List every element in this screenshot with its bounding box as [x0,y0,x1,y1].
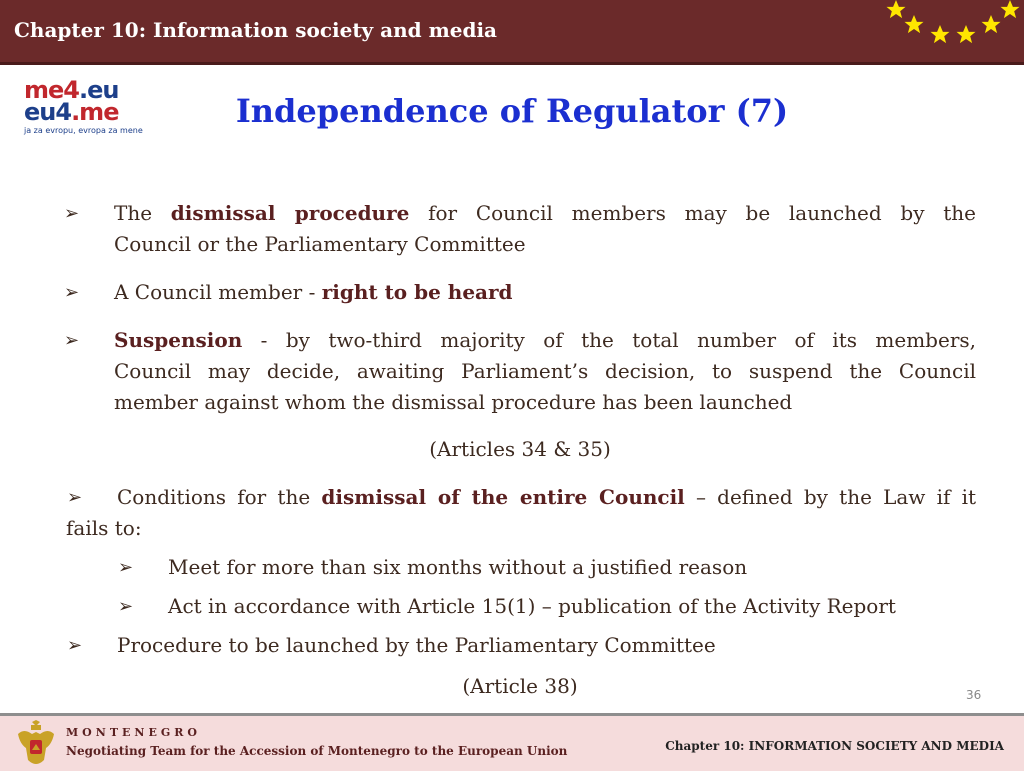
arrow-bullet-icon: ➢ [64,282,80,303]
bullet-conditions-line1: Conditions for the dismissal of the entire Council – defined by the Law if it [117,485,977,509]
bullet-suspension-line3: member against whom the dismissal procedure has been launched [114,390,793,414]
montenegro-coat-of-arms-icon [14,720,58,770]
logo-tagline: ja za evropu, evropa za mene [24,126,143,135]
header-title: Chapter 10: Information society and media [14,18,498,42]
bullet-conditions-line2: fails to: [66,516,142,540]
arrow-bullet-icon: ➢ [67,635,83,656]
footer-team: Negotiating Team for the Accession of Montenegro to the European Union [66,744,568,758]
bullet-suspension-line2: Council may decide, awaiting Parliament’s decision, to suspend the Council [114,359,976,383]
arrow-bullet-icon: ➢ [64,203,80,224]
footer-bar [0,713,1024,771]
footer-chapter: Chapter 10: INFORMATION SOCIETY AND MEDIA [665,739,1004,753]
arrow-bullet-icon: ➢ [118,557,134,578]
bullet-right-to-be-heard: A Council member - right to be heard [114,280,513,304]
articles-reference-2: (Article 38) [462,674,578,698]
sub-bullet-article-15: Act in accordance with Article 15(1) – publication of the Activity Report [168,594,896,618]
articles-reference-1: (Articles 34 & 35) [429,437,611,461]
bullet-suspension-line1: Suspension - by two-third majority of the total number of its members, [114,328,976,352]
slide-title: Independence of Regulator (7) [235,92,789,130]
page-number: 36 [966,688,982,702]
footer-country: MONTENEGRO [66,726,201,739]
arrow-bullet-icon: ➢ [64,330,80,351]
logo-line2: eu4.me [24,98,119,126]
bullet-dismissal-line2: Council or the Parliamentary Committee [114,232,526,256]
logo-line1: me4.eu [24,76,119,104]
arrow-bullet-icon: ➢ [67,487,83,508]
arrow-bullet-icon: ➢ [118,596,134,617]
bullet-dismissal-line1: The dismissal procedure for Council members may be launched by the [114,201,976,225]
bullet-procedure: Procedure to be launched by the Parliamentary Committee [117,633,716,657]
sub-bullet-meet: Meet for more than six months without a justified reason [168,555,748,579]
